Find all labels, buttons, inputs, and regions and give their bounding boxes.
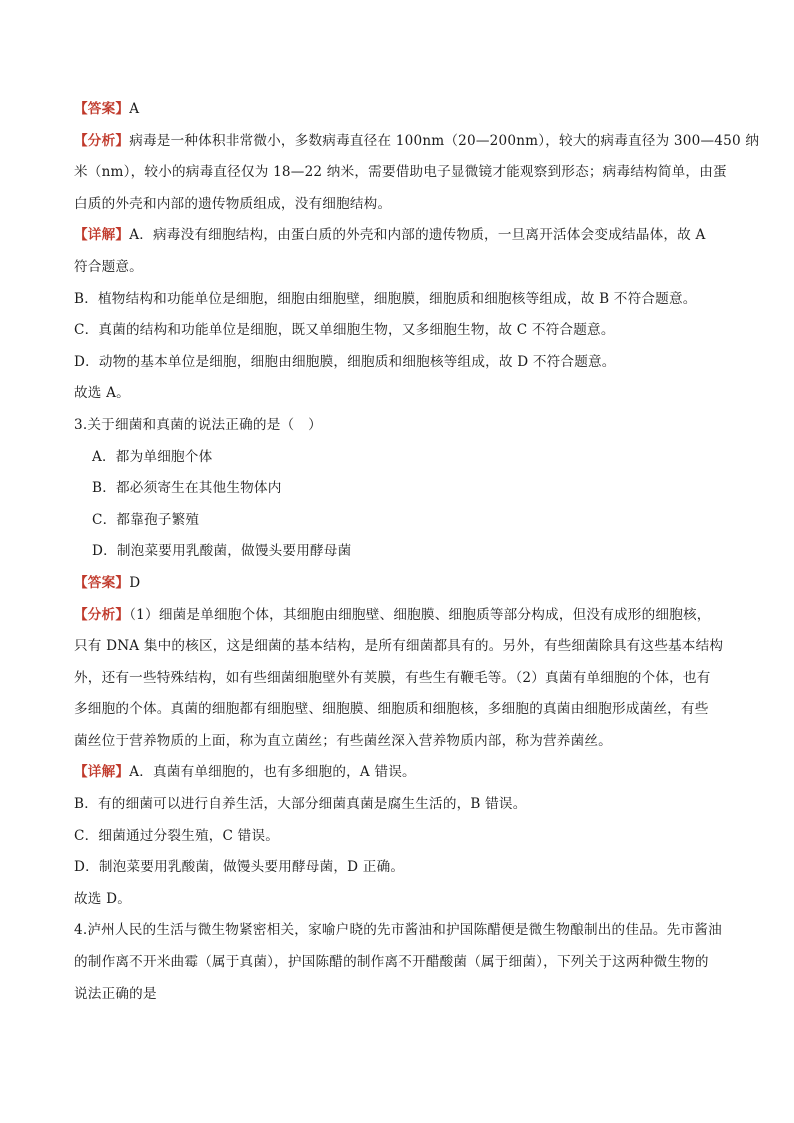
conclusion-line: 故选 A。 xyxy=(74,385,130,402)
question-option-a: A．都为单细胞个体 xyxy=(92,448,213,465)
detail-line xyxy=(74,757,726,789)
answer-line xyxy=(74,94,726,126)
detail-tag: 【详解】 xyxy=(74,764,130,781)
question-option-d: D．制泡菜要用乳酸菌，做馒头要用酵母菌 xyxy=(92,543,352,560)
analysis-line: 只有 DNA 集中的核区，这是细菌的基本结构，是所有细菌都具有的。另外，有些细菌除具有这些基本结构 xyxy=(74,638,724,655)
detail-text: A．真菌有单细胞的，也有多细胞的，A 错误。 xyxy=(129,764,416,781)
detail-line: B．有的细菌可以进行自养生活，大部分细菌真菌是腐生生活的，B 错误。 xyxy=(74,796,527,813)
analysis-line: 米（nm），较小的病毒直径仅为 18—22 纳米，需要借助电子显微镜才能观察到形态；病毒结构简单，由蛋 xyxy=(74,164,727,181)
answer-value: A xyxy=(129,101,140,117)
analysis-line: 白质的外壳和内部的遗传物质组成，没有细胞结构。 xyxy=(74,195,392,212)
question-stem: 4.泸州人民的生活与微生物紧密相关，家喻户晓的先市酱油和护国陈醋便是微生物酿制出的佳品。先市酱油 xyxy=(74,922,722,939)
question-stem: 说法正确的是 xyxy=(74,985,157,1002)
analysis-text: （1）细菌是单细胞个体，其细胞由细胞壁、细胞膜、细胞质等部分构成，但没有成形的细胞核， xyxy=(129,606,711,623)
analysis-line: 外，还有一些特殊结构，如有些细菌细胞壁外有荚膜，有些生有鞭毛等。（2）真菌有单细胞的个体，也有 xyxy=(74,669,711,686)
question-stem: 3.关于细菌和真菌的说法正确的是（ ） xyxy=(74,416,322,433)
answer-tag: 【答案】 xyxy=(74,101,130,117)
analysis-tag: 【分析】 xyxy=(74,606,130,623)
detail-line: C．真菌的结构和功能单位是细胞，既又单细胞生物，又多细胞生物，故 C 不符合题意。 xyxy=(74,322,615,339)
answer-tag: 【答案】 xyxy=(74,574,130,591)
conclusion-line: 故选 D。 xyxy=(74,890,132,907)
detail-line: C．细菌通过分裂生殖，C 错误。 xyxy=(74,827,280,844)
document-page xyxy=(74,94,760,1010)
analysis-line: 多细胞的个体。真菌的细胞都有细胞壁、细胞膜、细胞质和细胞核，多细胞的真菌由细胞形成菌丝，有些 xyxy=(74,701,709,718)
detail-line: D．动物的基本单位是细胞，细胞由细胞膜，细胞质和细胞核等组成，故 D 不符合题意。 xyxy=(74,353,616,370)
detail-line xyxy=(74,220,726,252)
analysis-line: 菌丝位于营养物质的上面，称为直立菌丝；有些菌丝深入营养物质内部，称为营养菌丝。 xyxy=(74,732,612,749)
detail-line: 符合题意。 xyxy=(74,258,143,275)
detail-line: D．制泡菜要用乳酸菌，做馒头要用酵母菌，D 正确。 xyxy=(74,859,405,876)
analysis-tag: 【分析】 xyxy=(74,132,130,149)
detail-line: B．植物结构和功能单位是细胞，细胞由细胞壁，细胞膜，细胞质和细胞核等组成，故 B 不符合题意。 xyxy=(74,290,697,307)
detail-tag: 【详解】 xyxy=(74,227,130,244)
answer-line xyxy=(74,568,726,600)
detail-text: A．病毒没有细胞结构，由蛋白质的外壳和内部的遗传物质，一旦离开活体会变成结晶体，故 A xyxy=(129,227,706,244)
analysis-line xyxy=(74,126,760,158)
question-option-b: B．都必须寄生在其他生物体内 xyxy=(92,480,282,497)
question-option-c: C．都靠孢子繁殖 xyxy=(92,511,200,528)
analysis-text: 病毒是一种体积非常微小，多数病毒直径在 100nm（20—200nm），较大的病毒直径为 300—450 纳 xyxy=(129,132,760,149)
analysis-line xyxy=(74,600,726,632)
answer-value: D xyxy=(129,574,141,591)
question-stem: 的制作离不开米曲霉（属于真菌），护国陈醋的制作离不开醋酸菌（属于细菌），下列关于这两种微生物的 xyxy=(74,954,709,971)
